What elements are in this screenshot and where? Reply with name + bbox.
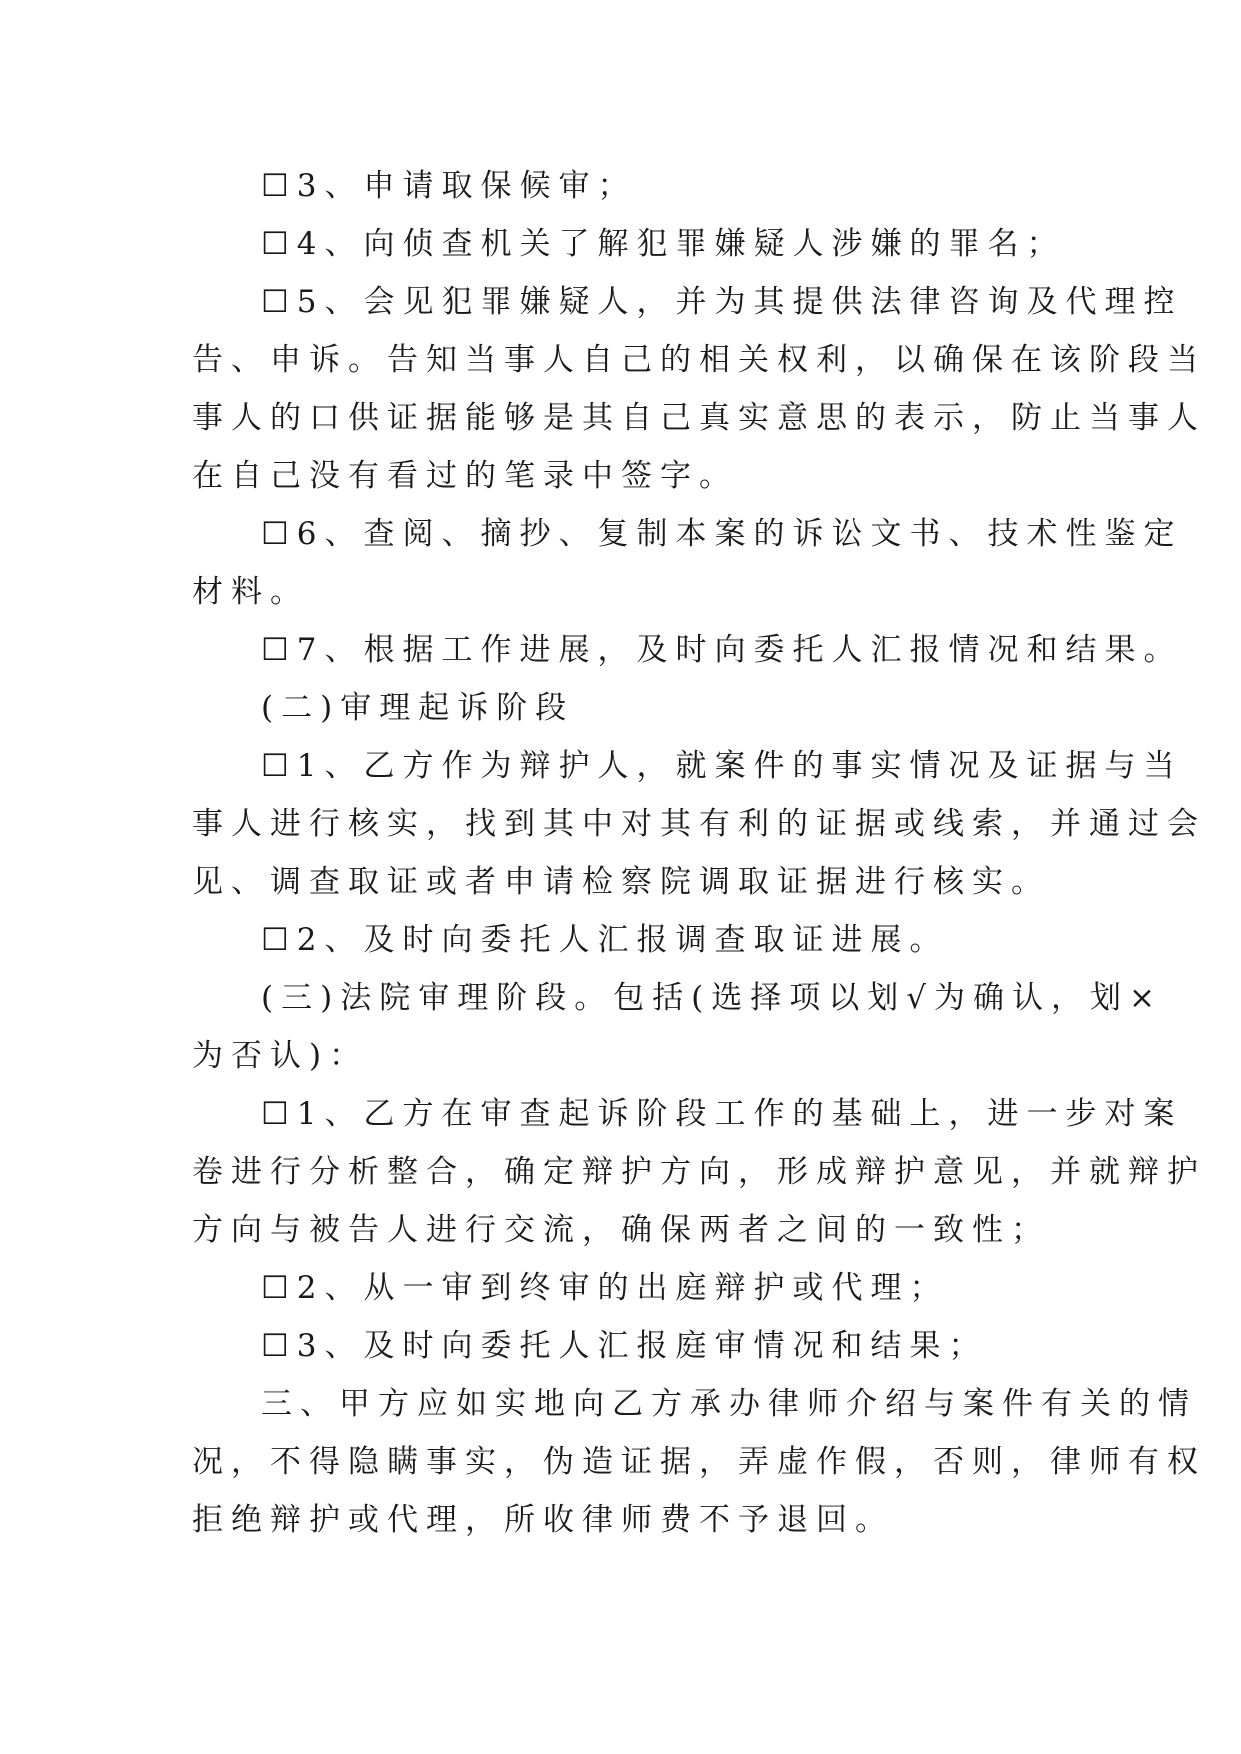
text-line: 事人进行核实，找到其中对其有利的证据或线索，并通过会: [192, 806, 1206, 842]
text-line: ☐7、根据工作进展，及时向委托人汇报情况和结果。: [261, 632, 1183, 668]
text-line: ☐3、申请取保候审；: [261, 168, 637, 204]
text-line: ☐3、及时向委托人汇报庭审情况和结果；: [261, 1328, 988, 1364]
text-line: 见、调查取证或者申请检察院调取证据进行核实。: [192, 864, 1050, 900]
section-heading: (二)审理起诉阶段: [261, 690, 575, 726]
text-line: 材料。: [192, 574, 309, 610]
text-line: 三、甲方应如实地向乙方承办律师介绍与案件有关的情: [261, 1386, 1197, 1422]
text-line: ☐5、会见犯罪嫌疑人，并为其提供法律咨询及代理控: [261, 284, 1183, 320]
text-line: ☐2、及时向委托人汇报调查取证进展。: [261, 922, 949, 958]
document-page: [192, 157, 1206, 1549]
text-line: 事人的口供证据能够是其自己真实意思的表示，防止当事人: [192, 400, 1206, 436]
text-line: 况，不得隐瞒事实，伪造证据，弄虚作假，否则，律师有权: [192, 1444, 1206, 1480]
text-line: 卷进行分析整合，确定辩护方向，形成辩护意见，并就辩护: [192, 1154, 1206, 1190]
text-line: ☐1、乙方作为辩护人，就案件的事实情况及证据与当: [261, 748, 1183, 784]
text-line: 方向与被告人进行交流，确保两者之间的一致性；: [192, 1212, 1050, 1248]
text-line: 在自己没有看过的笔录中签字。: [192, 458, 738, 494]
text-line: ☐2、从一审到终审的出庭辩护或代理；: [261, 1270, 949, 1306]
text-line: 为否认)：: [192, 1038, 369, 1074]
text-line: 告、申诉。告知当事人自己的相关权利，以确保在该阶段当: [192, 342, 1206, 378]
text-line: 拒绝辩护或代理，所收律师费不予退回。: [192, 1502, 894, 1538]
section-heading: (三)法院审理阶段。包括(选择项以划√为确认，划×: [261, 980, 1164, 1016]
text-line: ☐6、查阅、摘抄、复制本案的诉讼文书、技术性鉴定: [261, 516, 1183, 552]
text-line: ☐4、向侦查机关了解犯罪嫌疑人涉嫌的罪名；: [261, 226, 1066, 262]
text-line: ☐1、乙方在审查起诉阶段工作的基础上，进一步对案: [261, 1096, 1183, 1132]
